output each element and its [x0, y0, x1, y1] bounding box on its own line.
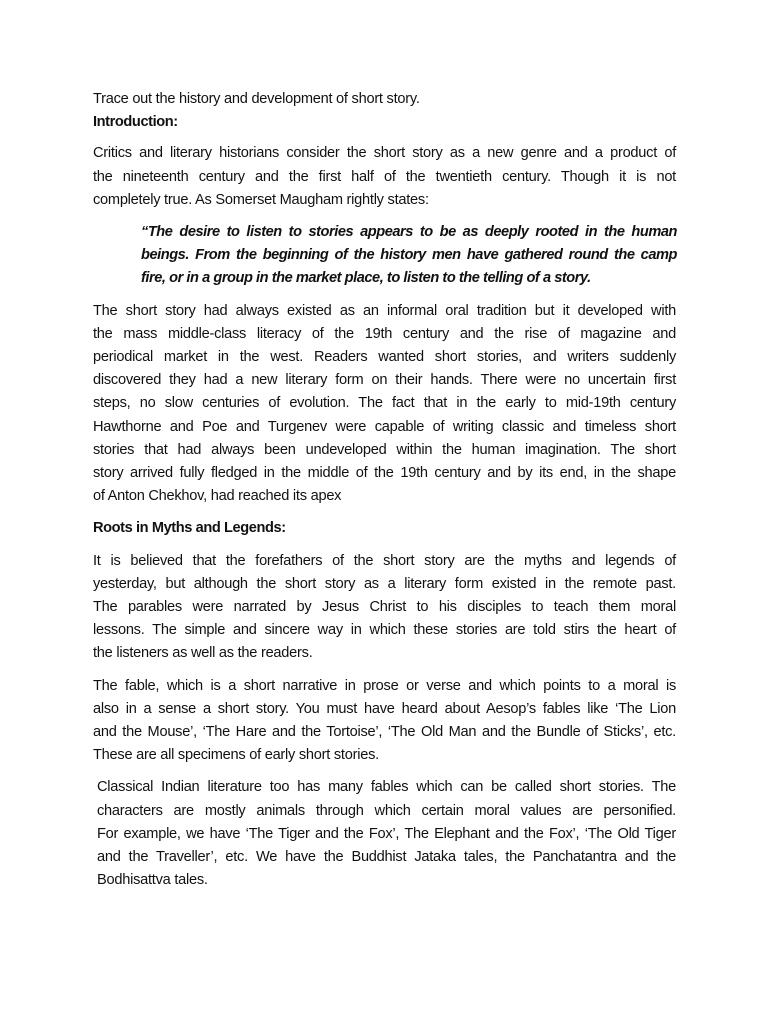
paragraph-line: story arrived fully fledged in the middle of the 19th century and by its end, in the shape [93, 465, 676, 482]
quote-line: fire, or in a group in the market place, to listen to the telling of a story. [141, 270, 591, 287]
paragraph-line: yesterday, but although the short story as a literary form existed in the remote past. [93, 575, 676, 592]
paragraph-line: the listeners as well as the readers. [93, 645, 313, 662]
paragraph-line: the mass middle-class literacy of the 19th century and the rise of magazine and [93, 325, 676, 342]
document-page [93, 88, 676, 893]
paragraph-line: Hawthorne and Poe and Turgenev were capable of writing classic and timeless short [93, 418, 676, 435]
fable-paragraph [93, 675, 676, 768]
paragraph-line: characters are mostly animals through which certain moral values are personified. [97, 802, 676, 819]
oral-tradition-paragraph [93, 300, 676, 509]
indian-literature-paragraph [93, 776, 676, 892]
introduction-paragraph [93, 142, 676, 212]
paragraph-line: Bodhisattva tales. [97, 872, 208, 889]
paragraph-line: It is believed that the forefathers of the short story are the myths and legends of [93, 552, 676, 569]
paragraph-line: Classical Indian literature too has many fables which can be called short stories. The [97, 779, 676, 796]
paragraph-line: lessons. The simple and sincere way in which these stories are told stirs the heart of [93, 622, 676, 639]
introduction-heading: Introduction: [93, 114, 178, 131]
paragraph-line: These are all specimens of early short stories. [93, 747, 379, 764]
myths-paragraph [93, 550, 676, 666]
quote-line: “The desire to listen to stories appears to be as deeply rooted in the human [141, 224, 677, 241]
paragraph-line: and the Mouse’, ‘The Hare and the Tortoise’, ‘The Old Man and the Bundle of Sticks’, etc. [93, 724, 676, 741]
maugham-quote [141, 221, 677, 291]
paragraph-line: completely true. As Somerset Maugham rightly states: [93, 191, 429, 208]
paragraph-line: and the Traveller’, etc. We have the Buddhist Jataka tales, the Panchatantra and the [97, 849, 676, 866]
paragraph-line: the nineteenth century and the first half of the twentieth century. Though it is not [93, 168, 676, 185]
paragraph-line: The fable, which is a short narrative in prose or verse and which points to a moral is [93, 677, 676, 694]
question-title: Trace out the history and development of short story. [93, 91, 420, 107]
paragraph-line: steps, no slow centuries of evolution. The fact that in the early to mid-19th century [93, 395, 676, 412]
paragraph-line: also in a sense a short story. You must have heard about Aesop’s fables like ‘The Lion [93, 700, 676, 717]
paragraph-line: The parables were narrated by Jesus Christ to his disciples to teach them moral [93, 599, 676, 616]
paragraph-line: of Anton Chekhov, had reached its apex [93, 488, 342, 505]
paragraph-line: periodical market in the west. Readers wanted short stories, and writers suddenly [93, 349, 676, 366]
paragraph-line: discovered they had a new literary form on their hands. There were no uncertain first [93, 372, 676, 389]
paragraph-line: The short story had always existed as an informal oral tradition but it developed with [93, 302, 676, 319]
paragraph-line: Critics and literary historians consider the short story as a new genre and a product of [93, 145, 676, 162]
paragraph-line: For example, we have ‘The Tiger and the Fox’, The Elephant and the Fox’, ‘The Old Tiger [97, 825, 676, 842]
roots-heading: Roots in Myths and Legends: [93, 520, 286, 537]
quote-line: beings. From the beginning of the history men have gathered round the camp [141, 247, 677, 264]
paragraph-line: stories that had always been undeveloped within the human imagination. The short [93, 441, 676, 458]
